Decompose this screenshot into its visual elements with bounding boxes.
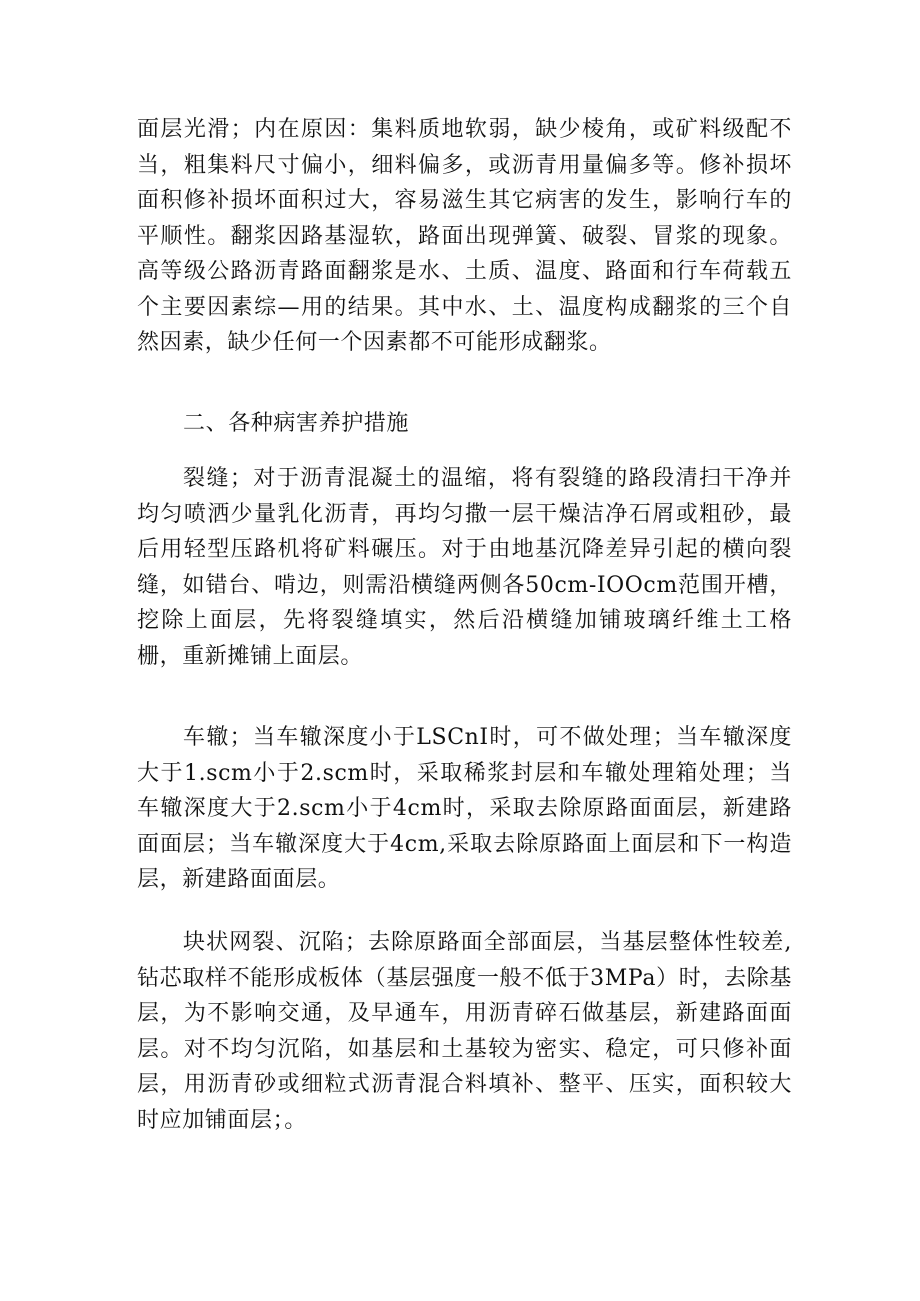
paragraph-rutting: 车辙；当车辙深度小于LSCnI时，可不做处理；当车辙深度大于1.scm小于2.scm时，采取稀浆封层和车辙处理箱处理；当车辙深度大于2.scm小于4cm时，采取去除原路面面层，新建路面面层；当车辙深度大于4cm,采取去除原路面上面层和下一构造层，新建路面面层。 xyxy=(137,725,792,892)
paragraph-cracks: 裂缝；对于沥青混凝土的温缩，将有裂缝的路段清扫干净并均匀喷洒少量乳化沥青，再均匀撒一层干燥洁净石屑或粗砂，最后用轻型压路机将矿料碾压。对于由地基沉降差异引起的横向裂缝，如错台、啃边，则需沿横缝两侧各50cm-IOOcm范围开槽，挖除上面层，先将裂缝填实，然后沿横缝加铺玻璃纤维土工格栅，重新摊铺上面层。 xyxy=(137,466,792,669)
paragraph-causes: 面层光滑；内在原因：集料质地软弱，缺少棱角，或矿料级配不当，粗集料尺寸偏小，细料偏多，或沥青用量偏多等。修补损坏面积修补损坏面积过大，容易滋生其它病害的发生，影响行车的平顺性。翻浆因路基湿软，路面出现弹簧、破裂、冒浆的现象。高等级公路沥青路面翻浆是水、土质、温度、路面和行车荷载五个主要因素综—用的结果。其中水、土、温度构成翻浆的三个自然因素，缺少任何一个因素都不可能形成翻浆。 xyxy=(137,117,792,355)
section-heading: 二、各种病害养护措施 xyxy=(183,411,410,436)
paragraph-settlement: 块状网裂、沉陷；去除原路面全部面层，当基层整体性较差,钻芯取样不能形成板体（基层强度一般不低于3MPa）时，去除基层，为不影响交通，及早通车，用沥青碎石做基层，新建路面面层。对不均匀沉陷，如基层和土基较为密实、稳定，可只修补面层，用沥青砂或细粒式沥青混合料填补、整平、压实，面积较大时应加铺面层；。 xyxy=(137,930,792,1133)
